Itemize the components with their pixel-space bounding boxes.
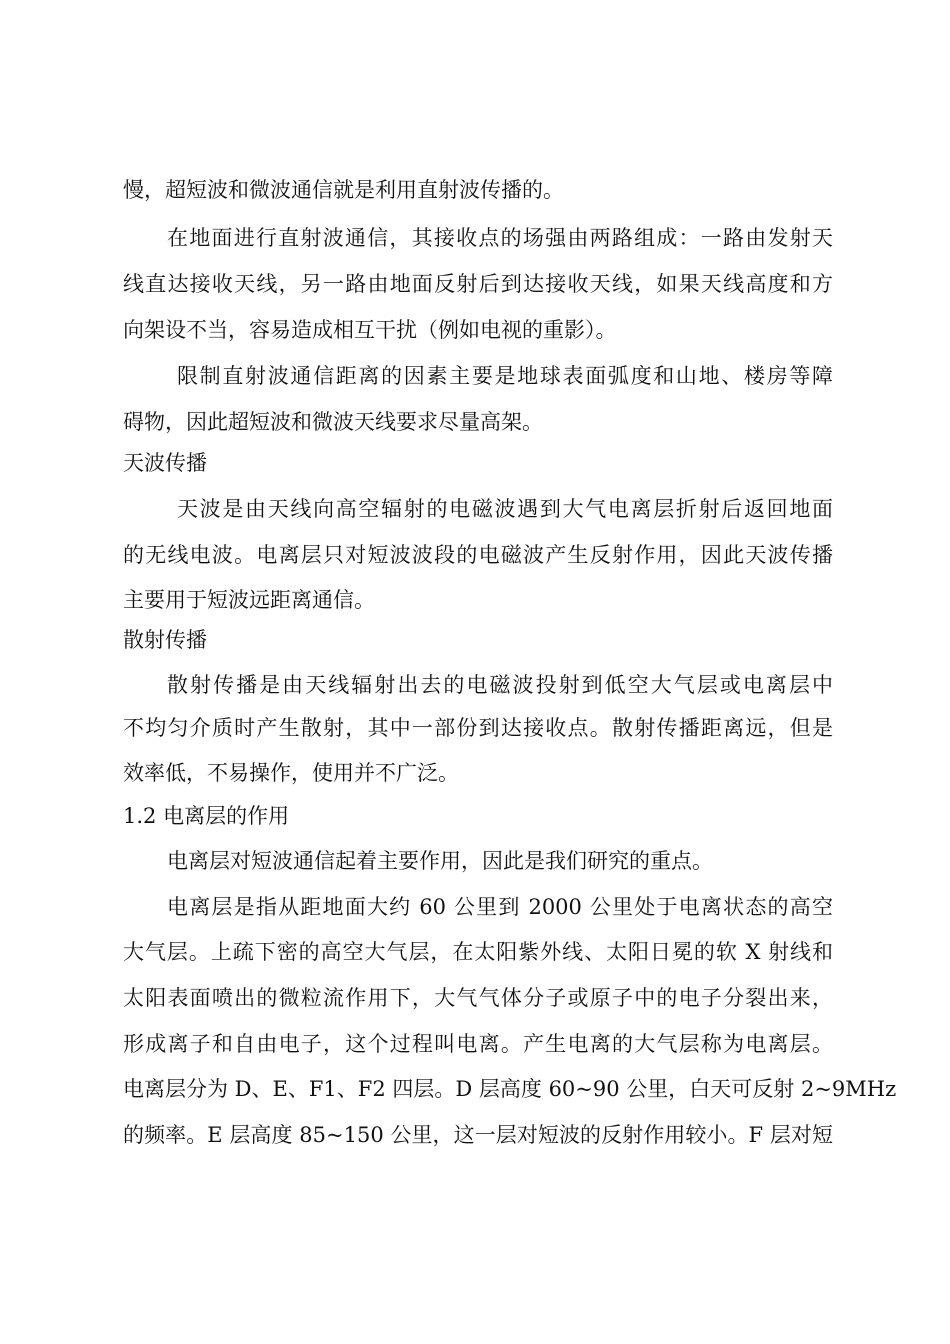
paragraph-line: 不均匀介质时产生散射，其中一部份到达接收点。散射传播距离远，但是 [123, 716, 833, 740]
paragraph-line: 散射传播是由天线辐射出去的电磁波投射到低空大气层或电离层中 [167, 673, 833, 697]
section-heading: 1.2 电离层的作用 [123, 804, 290, 828]
section-heading: 天波传播 [123, 451, 207, 475]
paragraph-line: 碍物，因此超短波和微波天线要求尽量高架。 [123, 410, 543, 434]
paragraph-line: 大气层。上疏下密的高空大气层，在太阳紫外线、太阳日冕的软 X 射线和 [123, 940, 833, 964]
paragraph-line: 的频率。E 层高度 85~150 公里，这一层对短波的反射作用较小。F 层对短 [123, 1123, 833, 1147]
paragraph-line: 形成离子和自由电子，这个过程叫电离。产生电离的大气层称为电离层。 [123, 1032, 833, 1056]
paragraph-line: 慢，超短波和微波通信就是利用直射波传播的。 [123, 178, 564, 202]
paragraph-line: 电离层分为 D、E、F1、F2 四层。D 层高度 60~90 公里，白天可反射 2~9MHz [123, 1077, 897, 1101]
paragraph-line: 限制直射波通信距离的因素主要是地球表面弧度和山地、楼房等障 [177, 364, 833, 388]
paragraph-line: 太阳表面喷出的微粒流作用下，大气气体分子或原子中的电子分裂出来， [123, 986, 833, 1010]
paragraph-line: 效率低，不易操作，使用并不广泛。 [123, 761, 459, 785]
paragraph-line: 电离层对短波通信起着主要作用，因此是我们研究的重点。 [167, 849, 713, 873]
paragraph-line: 主要用于短波远距离通信。 [123, 588, 375, 612]
section-heading: 散射传播 [123, 628, 207, 652]
paragraph-line: 天波是由天线向高空辐射的电磁波遇到大气电离层折射后返回地面 [177, 497, 833, 521]
paragraph-line: 的无线电波。电离层只对短波波段的电磁波产生反射作用，因此天波传播 [123, 543, 833, 567]
paragraph-line: 电离层是指从距地面大约 60 公里到 2000 公里处于电离状态的高空 [167, 895, 833, 919]
paragraph-line: 在地面进行直射波通信，其接收点的场强由两路组成：一路由发射天 [167, 226, 833, 250]
paragraph-line: 向架设不当，容易造成相互干扰（例如电视的重影）。 [123, 318, 617, 342]
paragraph-line: 线直达接收天线，另一路由地面反射后到达接收天线，如果天线高度和方 [123, 272, 833, 296]
